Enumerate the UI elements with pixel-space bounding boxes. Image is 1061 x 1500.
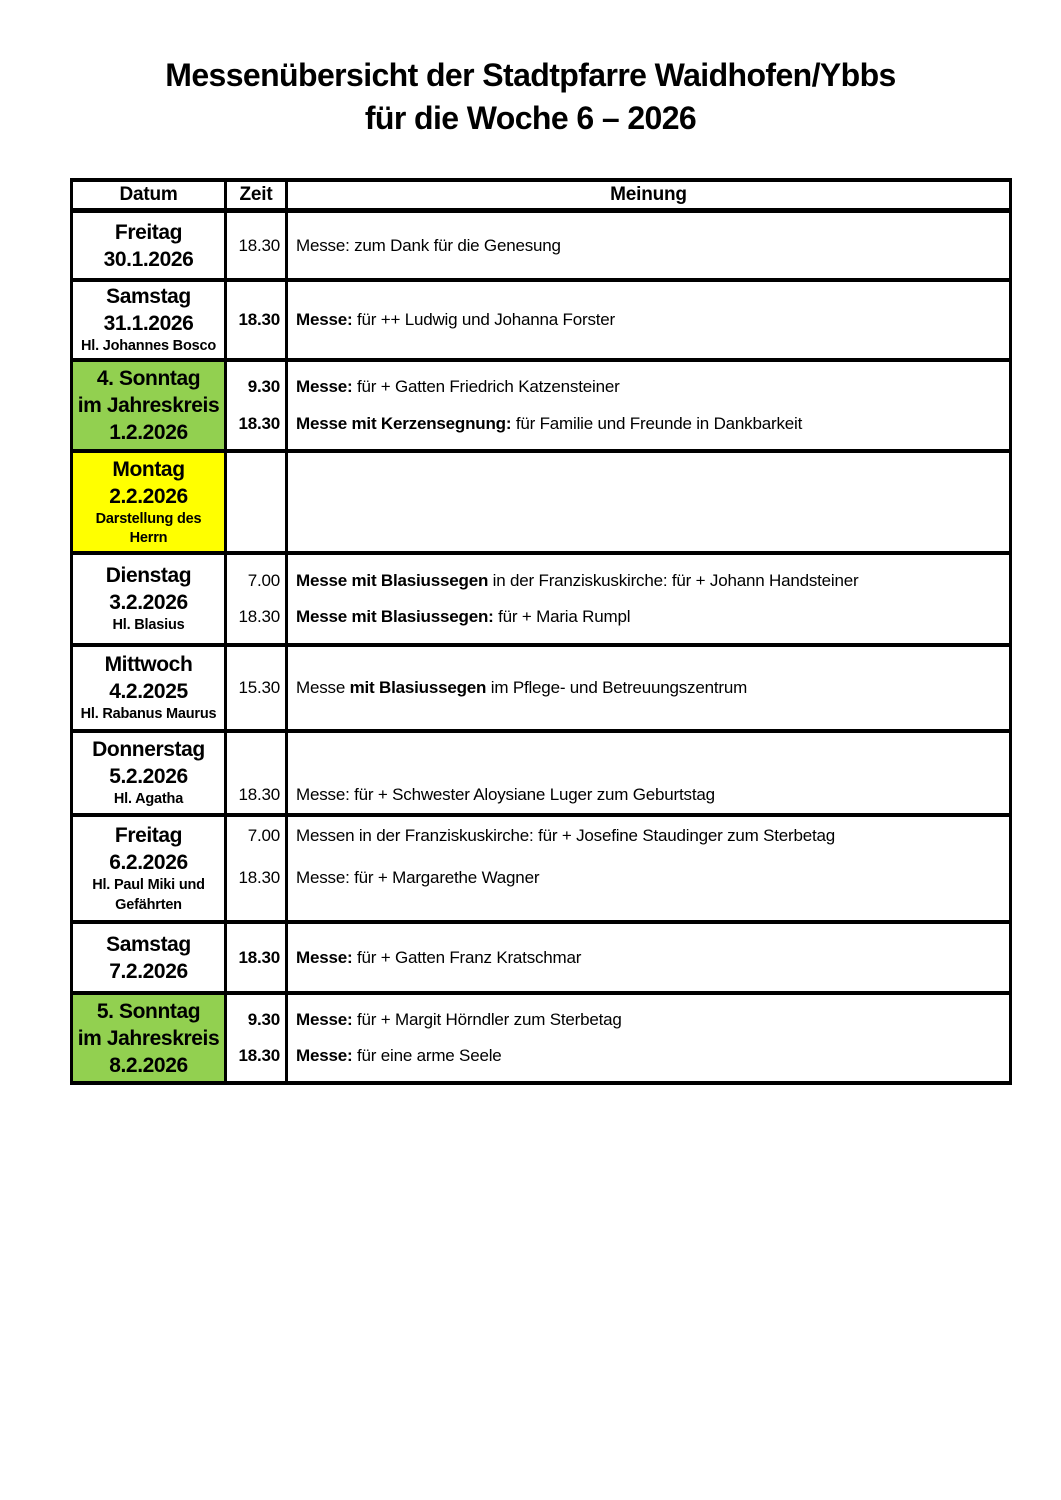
table-row xyxy=(73,647,1009,733)
day-line: Dienstag xyxy=(105,564,192,588)
intention-cell xyxy=(288,733,1009,813)
date-cell xyxy=(73,362,227,449)
intention-line xyxy=(288,235,1009,257)
intention-cell xyxy=(288,362,1009,449)
date-cell xyxy=(73,282,227,358)
title-line-2: für die Woche 6 – 2026 xyxy=(364,100,697,136)
date-cell xyxy=(73,213,227,278)
date-cell xyxy=(73,995,227,1081)
intention-line xyxy=(288,867,1009,889)
intention-line xyxy=(288,606,1009,628)
day-line: 4. Sonntag xyxy=(96,367,201,390)
saint-line: Hl. Agatha xyxy=(113,791,184,808)
intention-line xyxy=(288,1009,1009,1031)
intention-segment: mit Blasiussegen xyxy=(349,678,487,697)
date-cell xyxy=(73,733,227,813)
time-cell xyxy=(227,362,288,449)
table-row xyxy=(73,453,1009,555)
intention-segment: Messe: xyxy=(296,310,353,329)
saint-line: Herrn xyxy=(129,530,168,546)
table-row xyxy=(73,213,1009,282)
column-header-datum: Datum xyxy=(73,182,227,208)
intention-segment: für + Margit Hörndler zum Sterbetag xyxy=(352,1010,622,1029)
time-cell xyxy=(227,647,288,729)
saint-line: Hl. Blasius xyxy=(112,617,185,634)
day-line: Mittwoch xyxy=(104,653,193,677)
time-cell xyxy=(227,733,288,813)
intention-line xyxy=(288,825,1009,847)
intention-segment: Messe: xyxy=(296,947,353,967)
table-row xyxy=(73,362,1009,453)
intention-segment: Messe mit Kerzensegnung: xyxy=(296,413,512,433)
intention-line xyxy=(288,376,1009,398)
saint-line: Hl. Rabanus Maurus xyxy=(80,706,217,723)
time-value: 18.30 xyxy=(238,785,280,804)
intention-cell xyxy=(288,282,1009,358)
intention-cell xyxy=(288,995,1009,1081)
title-line-1: Messenübersicht der Stadtpfarre Waidhofen/Ybbs xyxy=(165,57,896,93)
intention-line xyxy=(288,413,1009,435)
date-cell xyxy=(73,924,227,991)
intention-segment: für + Gatten Franz Kratschmar xyxy=(352,947,582,967)
intention-cell xyxy=(288,555,1009,643)
intention-segment: Messe: xyxy=(296,377,353,397)
saint-line: Hl. Johannes Bosco xyxy=(81,338,216,355)
intention-line xyxy=(288,677,1009,699)
intention-segment: für Familie und Freunde in Dankbarkeit xyxy=(511,413,803,433)
saint-line: Hl. Paul Miki und xyxy=(92,877,205,893)
day-line: 1.2.2026 xyxy=(109,421,188,444)
intention-line xyxy=(288,784,1009,806)
intention-segment: Messe: xyxy=(296,1010,353,1029)
time-value: 18.30 xyxy=(238,607,280,627)
intention-segment: Messen in der Franziskuskirche: für + Josefine Staudinger zum Sterbetag xyxy=(296,826,836,845)
time-cell xyxy=(227,555,288,643)
day-line: Montag xyxy=(112,457,185,481)
day-line: im Jahreskreis xyxy=(77,1026,220,1050)
intention-segment: Messe: zum Dank für die Genesung xyxy=(296,235,561,255)
saint-line: Darstellung des xyxy=(95,510,202,527)
page-title xyxy=(0,0,1061,140)
day-line: 31.1.2026 xyxy=(103,312,194,336)
time-cell xyxy=(227,213,288,278)
time-value: 9.30 xyxy=(247,1010,280,1029)
day-line: 6.2.2026 xyxy=(109,851,188,874)
intention-segment: für + Gatten Friedrich Katzensteiner xyxy=(352,377,620,397)
time-value: 18.30 xyxy=(238,310,280,329)
day-line: Freitag xyxy=(114,220,183,244)
intention-segment: Messe: für + Margarethe Wagner xyxy=(296,868,540,887)
time-value: 9.30 xyxy=(247,377,280,397)
table-row xyxy=(73,282,1009,362)
time-value: 7.00 xyxy=(247,570,280,590)
intention-cell xyxy=(288,213,1009,278)
day-line: 7.2.2026 xyxy=(109,959,188,983)
intention-cell xyxy=(288,817,1009,920)
day-line: 5. Sonntag xyxy=(96,999,201,1023)
intention-segment: Messe mit Blasiussegen: xyxy=(296,607,494,627)
intention-line xyxy=(288,309,1009,331)
intention-cell xyxy=(288,647,1009,729)
day-line: 30.1.2026 xyxy=(103,247,194,271)
column-header-zeit: Zeit xyxy=(227,182,288,208)
intention-segment: im Pflege- und Betreuungszentrum xyxy=(486,678,748,697)
intention-cell xyxy=(288,453,1009,551)
intention-segment: Messe xyxy=(296,678,350,697)
table-row xyxy=(73,817,1009,924)
mass-schedule-table xyxy=(70,178,1012,1085)
day-line: Donnerstag xyxy=(92,738,205,762)
time-value: 18.30 xyxy=(238,413,280,433)
date-cell xyxy=(73,555,227,643)
day-line: 4.2.2025 xyxy=(109,680,188,704)
day-line: Samstag xyxy=(106,932,191,956)
table-row xyxy=(73,924,1009,995)
intention-cell xyxy=(288,924,1009,991)
day-line: Samstag xyxy=(106,285,191,309)
intention-line xyxy=(288,947,1009,969)
table-row xyxy=(73,733,1009,817)
day-line: 3.2.2026 xyxy=(109,591,188,615)
time-cell xyxy=(227,817,288,920)
date-cell xyxy=(73,817,227,920)
time-value: 18.30 xyxy=(238,235,280,255)
time-cell xyxy=(227,995,288,1081)
time-value: 18.30 xyxy=(238,947,280,967)
day-line: im Jahreskreis xyxy=(77,394,220,417)
time-value: 7.00 xyxy=(247,826,280,845)
time-value: 15.30 xyxy=(238,678,280,697)
time-value: 18.30 xyxy=(238,1046,280,1065)
intention-line xyxy=(288,1045,1009,1067)
intention-segment: für eine arme Seele xyxy=(352,1046,502,1065)
table-row xyxy=(73,555,1009,647)
column-header-meinung: Meinung xyxy=(610,184,687,205)
time-cell xyxy=(227,282,288,358)
time-cell xyxy=(227,453,288,551)
intention-segment: in der Franziskuskirche: für + Johann Handsteiner xyxy=(488,570,859,590)
time-value: 18.30 xyxy=(238,868,280,887)
date-cell xyxy=(73,647,227,729)
intention-segment: für ++ Ludwig und Johanna Forster xyxy=(352,310,615,329)
table-header-row xyxy=(73,182,1009,213)
day-line: 5.2.2026 xyxy=(109,765,188,789)
day-line: Freitag xyxy=(114,824,183,847)
table-row xyxy=(73,995,1009,1081)
intention-segment: für + Maria Rumpl xyxy=(493,607,631,627)
day-line: 2.2.2026 xyxy=(109,484,188,508)
intention-segment: Messe: für + Schwester Aloysiane Luger zum Geburtstag xyxy=(296,785,715,804)
time-cell xyxy=(227,924,288,991)
intention-line xyxy=(288,570,1009,592)
date-cell xyxy=(73,453,227,551)
saint-line: Gefährten xyxy=(115,896,182,913)
intention-segment: Messe: xyxy=(296,1046,353,1065)
day-line: 8.2.2026 xyxy=(109,1053,188,1077)
intention-segment: Messe mit Blasiussegen xyxy=(296,570,489,590)
